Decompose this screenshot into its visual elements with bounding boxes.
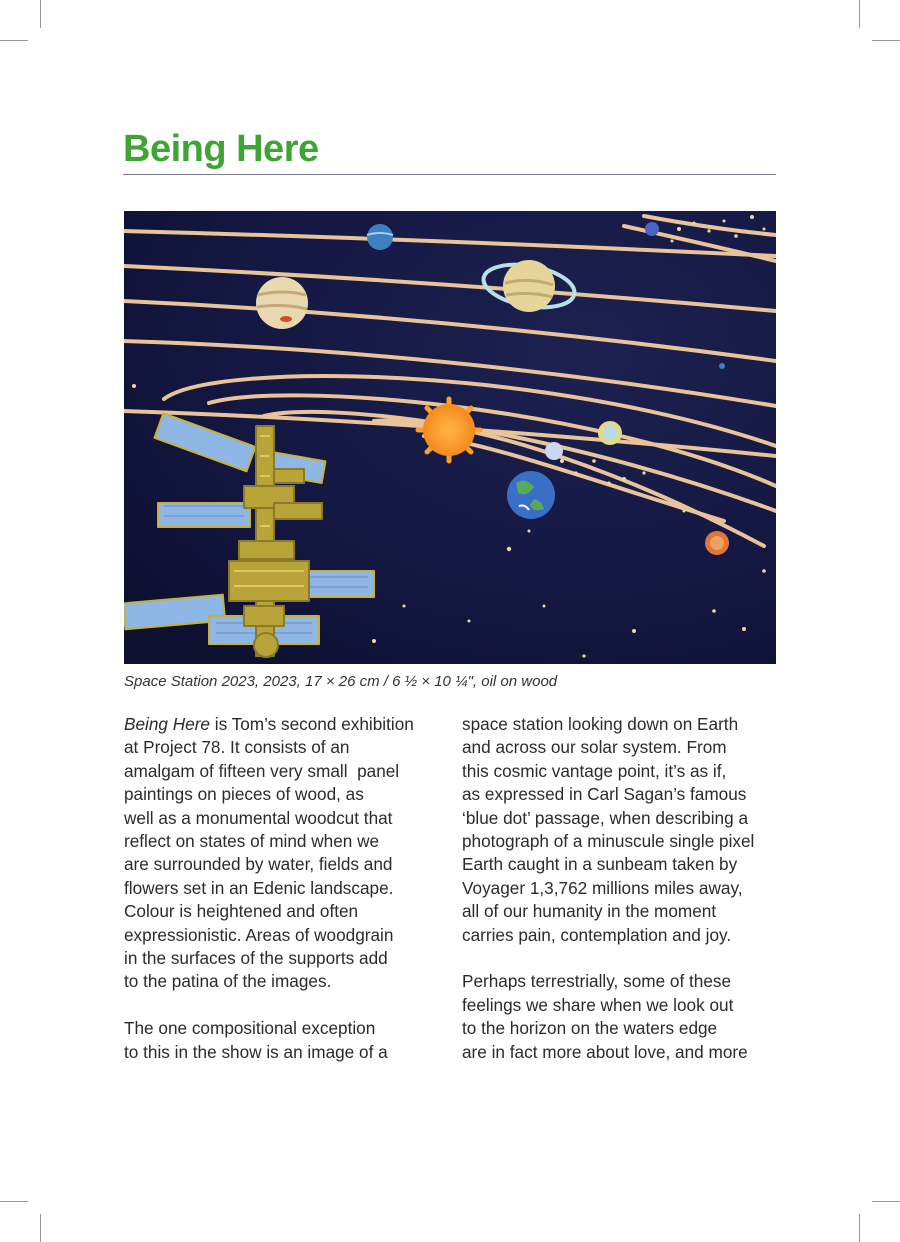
text-line: amalgam of fifteen very small panel (124, 760, 400, 781)
text-line: are in fact more about love, and more (462, 1041, 748, 1062)
text-line: to this in the show is an image of a (124, 1041, 388, 1062)
text-line: all of our humanity in the moment (462, 901, 717, 922)
paragraph-terrestrial (462, 970, 782, 1064)
text-line: paintings on pieces of wood, as (124, 784, 364, 805)
earth-planet (507, 471, 555, 519)
crop-mark-top-right-v (859, 0, 860, 28)
text-line: to the patina of the images. (124, 971, 332, 992)
text-line: Voyager 1,3,762 millions miles away, (462, 877, 743, 898)
small-blue-planet (645, 222, 659, 236)
text-line: at Project 78. It consists of an (124, 737, 350, 758)
crop-mark-top-right-h (872, 40, 900, 41)
crop-mark-bottom-right-h (872, 1201, 900, 1202)
text-line: this cosmic vantage point, it’s as if, (462, 760, 727, 781)
text-line: photograph of a minuscule single pixel (462, 831, 755, 852)
paragraph-gap (124, 994, 444, 1017)
text-column-left (124, 713, 444, 1064)
crop-mark-top-left-h (0, 40, 28, 41)
text-line: and across our solar system. From (462, 737, 727, 758)
mercury-planet (545, 442, 563, 460)
crop-mark-bottom-right-v (859, 1214, 860, 1242)
crop-mark-bottom-left-h (0, 1201, 28, 1202)
text-line: are surrounded by water, fields and (124, 854, 393, 875)
text-column-right (462, 713, 782, 1064)
text-line: to the horizon on the waters edge (462, 1018, 718, 1039)
text-line: space station looking down on Earth (462, 714, 739, 734)
crop-mark-bottom-left-v (40, 1214, 41, 1242)
text-line: ‘blue dot’ passage, when describing a (462, 807, 749, 828)
saturn-planet (503, 260, 555, 312)
crop-mark-top-left-v (40, 0, 41, 28)
title-underline (123, 174, 776, 175)
text-line: Earth caught in a sunbeam taken by (462, 854, 738, 875)
space-station-painting (124, 211, 776, 664)
exhibition-title-italic: Being Here (124, 714, 210, 734)
text-line: The one compositional exception (124, 1018, 376, 1039)
paragraph-intro (124, 713, 444, 994)
painting-caption: Space Station 2023, 2023, 17 × 26 cm / 6 ½ × 10 ¼", oil on wood (124, 673, 558, 690)
text-line: expressionistic. Areas of woodgrain (124, 924, 394, 945)
text-line: in the surfaces of the supports add (124, 948, 388, 969)
text-line (124, 713, 444, 736)
paragraph-exception (124, 1017, 444, 1064)
text-line: as expressed in Carl Sagan’s famous (462, 784, 747, 805)
text-line: Perhaps terrestrially, some of these (462, 971, 732, 992)
paragraph-gap (462, 947, 782, 970)
text-line: reflect on states of mind when we (124, 831, 380, 852)
text-line-rest: is Tom’s second exhibition (210, 714, 414, 734)
neptune-planet (367, 224, 393, 250)
text-line: flowers set in an Edenic landscape. (124, 877, 394, 898)
page-title: Being Here (123, 128, 319, 170)
text-line: feelings we share when we look out (462, 994, 734, 1015)
sun (418, 399, 480, 461)
text-line: carries pain, contemplation and joy. (462, 924, 732, 945)
paragraph-space-station (462, 713, 782, 947)
text-line: Colour is heightened and often (124, 901, 359, 922)
text-line: well as a monumental woodcut that (124, 807, 393, 828)
